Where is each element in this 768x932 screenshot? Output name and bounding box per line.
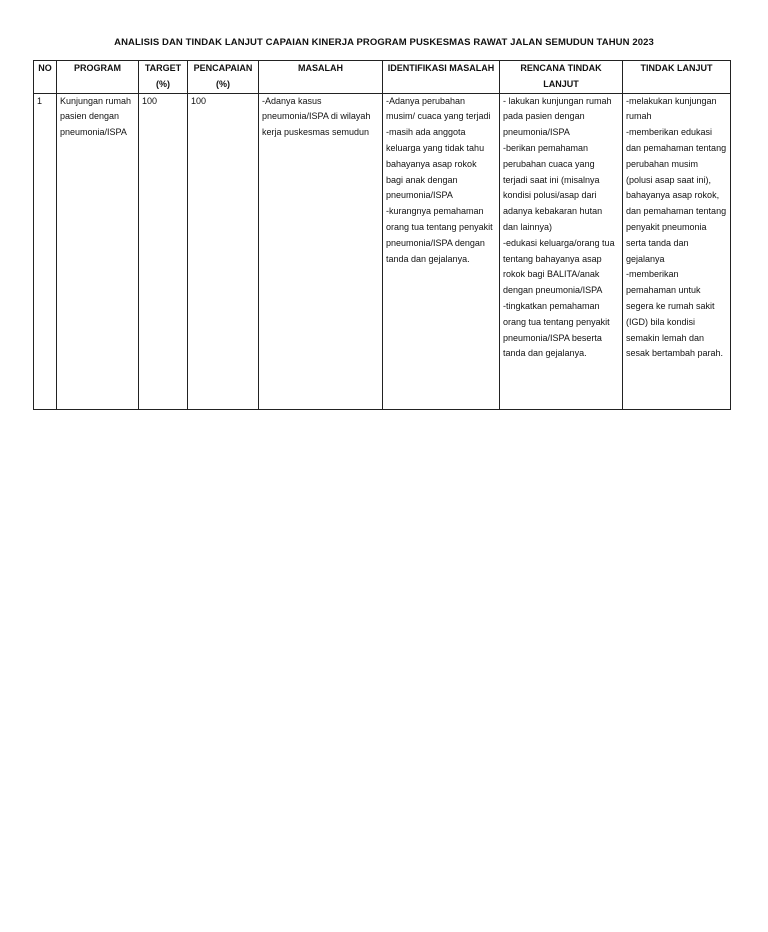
tindak-lanjut-item: -melakukan kunjungan rumah [626, 95, 717, 122]
cell-target: 100 [139, 93, 188, 409]
header-masalah: MASALAH [259, 61, 383, 94]
cell-pencapaian: 100 [188, 93, 259, 409]
tindak-lanjut-item: -memberikan edukasi dan pemahaman tentang perubahan musim (polusi asap saat ini), bahayanya asap rokok, dan pemahaman tentang penyakit pneumonia serta tanda dan gejalanya [626, 127, 727, 264]
document-title: ANALISIS DAN TINDAK LANJUT CAPAIAN KINERJA PROGRAM PUSKESMAS RAWAT JALAN SEMUDUN TAHUN 2023 [114, 37, 654, 48]
cell-program: Kunjungan rumah pasien dengan pneumonia/ISPA [57, 93, 139, 409]
header-rencana-tindak-lanjut: RENCANA TINDAK LANJUT [500, 61, 623, 94]
rencana-item: -tingkatkan pemahaman orang tua tentang penyakit pneumonia/ISPA beserta tanda dan gejalanya. [503, 300, 610, 359]
table-header-row [34, 61, 731, 94]
rencana-item: -berikan pemahaman perubahan cuaca yang terjadi saat ini (misalnya kondisi polusi/asap dari adanya kebakaran hutan dan lainnya) [503, 142, 603, 232]
cell-no: 1 [34, 93, 57, 409]
cell-rencana-tindak-lanjut [500, 93, 623, 409]
identifikasi-item: -masih ada anggota keluarga yang tidak tahu bahayanya asap rokok bagi anak dengan pneumonia/ISPA [386, 127, 485, 201]
report-table [33, 60, 731, 410]
rencana-item: - lakukan kunjungan rumah pada pasien dengan pneumonia/ISPA [503, 95, 612, 138]
cell-tindak-lanjut [623, 93, 731, 409]
identifikasi-item: -kurangnya pemahaman orang tua tentang penyakit pneumonia/ISPA dengan tanda dan gejalanya. [386, 206, 493, 264]
table-row [34, 93, 731, 409]
header-pencapaian: PENCAPAIAN (%) [188, 61, 259, 94]
tindak-lanjut-item: -memberikan pemahaman untuk segera ke rumah sakit (IGD) bila kondisi semakin lemah dan sesak bertambah parah. [626, 269, 724, 359]
header-no: NO [34, 61, 57, 94]
identifikasi-item: -Adanya perubahan musim/ cuaca yang terjadi [386, 95, 491, 122]
cell-masalah: -Adanya kasus pneumonia/ISPA di wilayah kerja puskesmas semudun [259, 93, 383, 409]
header-identifikasi-masalah: IDENTIFIKASI MASALAH [383, 61, 500, 94]
rencana-item: -edukasi keluarga/orang tua tentang bahayanya asap rokok bagi BALITA/anak dengan pneumonia/ISPA [503, 237, 615, 296]
header-tindak-lanjut: TINDAK LANJUT [623, 61, 731, 94]
header-target: TARGET (%) [139, 61, 188, 94]
cell-identifikasi-masalah [383, 93, 500, 409]
header-program: PROGRAM [57, 61, 139, 94]
